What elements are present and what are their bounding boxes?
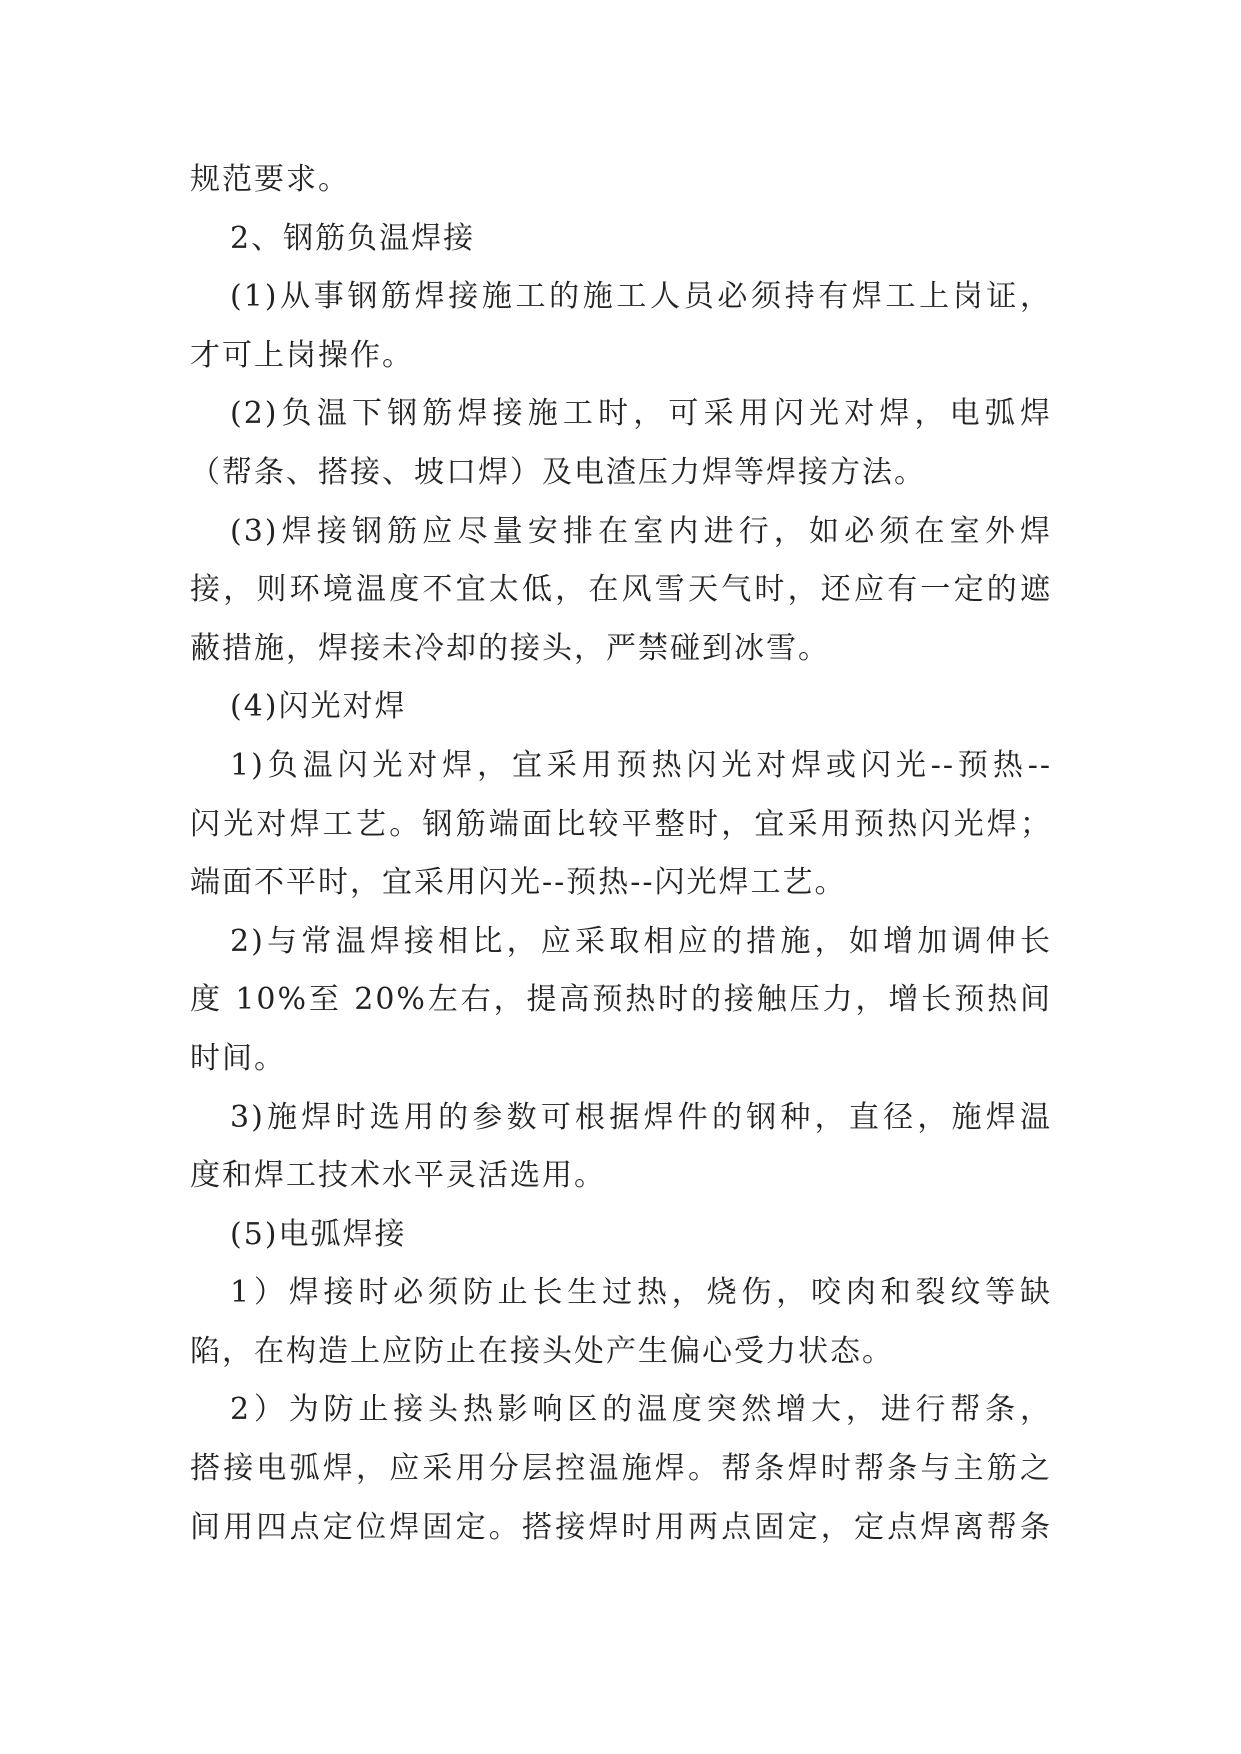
text-line: 搭接电弧焊，应采用分层控温施焊。帮条焊时帮条与主筋之 [190,1451,1052,1487]
text-line: 接，则环境温度不宜太低，在风雪天气时，还应有一定的遮 [190,572,1052,608]
text-line: （帮条、搭接、坡口焊）及电渣压力焊等焊接方法。 [190,454,926,490]
paragraph [190,1264,1052,1381]
paragraph [190,913,1052,1089]
text-line: 度和焊工技术水平灵活选用。 [190,1158,606,1194]
text-line: 1）焊接时必须防止长生过热，烧伤，咬肉和裂纹等缺 [230,1275,1052,1311]
text-line: 1)负温闪光对焊，宜采用预热闪光对焊或闪光--预热-- [230,747,1052,783]
text-line: 3)施焊时选用的参数可根据焊件的钢种，直径，施焊温 [230,1099,1052,1135]
text-line: 陷，在构造上应防止在接头处产生偏心受力状态。 [190,1333,894,1369]
paragraph [190,151,1052,210]
text-line: 2）为防止接头热影响区的温度突然增大，进行帮条， [230,1392,1052,1428]
text-line: 2)与常温焊接相比，应采取相应的措施，如增加调伸长 [230,923,1052,959]
paragraph [190,503,1052,679]
text-line: 蔽措施，焊接未冷却的接头，严禁碰到冰雪。 [190,630,830,666]
subsection-heading [190,1206,1052,1265]
paragraph [190,1381,1052,1557]
text-line: (2)负温下钢筋焊接施工时，可采用闪光对焊，电弧焊 [230,396,1052,432]
subsection-heading [190,678,1052,737]
section-heading [190,210,1052,269]
text-line: (5)电弧焊接 [230,1216,407,1252]
body-text [190,151,1052,1557]
paragraph [190,1089,1052,1206]
paragraph [190,385,1052,502]
text-line: (4)闪光对焊 [230,689,407,725]
text-line: 闪光对焊工艺。钢筋端面比较平整时，宜采用预热闪光焊； [190,806,1052,842]
text-line: 2、钢筋负温焊接 [230,220,476,256]
text-line: (1)从事钢筋焊接施工的施工人员必须持有焊工上岗证， [230,279,1052,315]
text-line: 间用四点定位焊固定。搭接焊时用两点固定，定点焊离帮条 [190,1509,1052,1545]
text-line: 端面不平时，宜采用闪光--预热--闪光焊工艺。 [190,865,847,901]
text-line: 度 10%至 20%左右，提高预热时的接触压力，增长预热间 [190,982,1052,1018]
text-line: 才可上岗操作。 [190,337,414,373]
paragraph [190,268,1052,385]
paragraph [190,737,1052,913]
text-line: 时间。 [190,1040,286,1076]
text-line: 规范要求。 [190,162,350,197]
text-line: (3)焊接钢筋应尽量安排在室内进行，如必须在室外焊 [230,513,1052,549]
